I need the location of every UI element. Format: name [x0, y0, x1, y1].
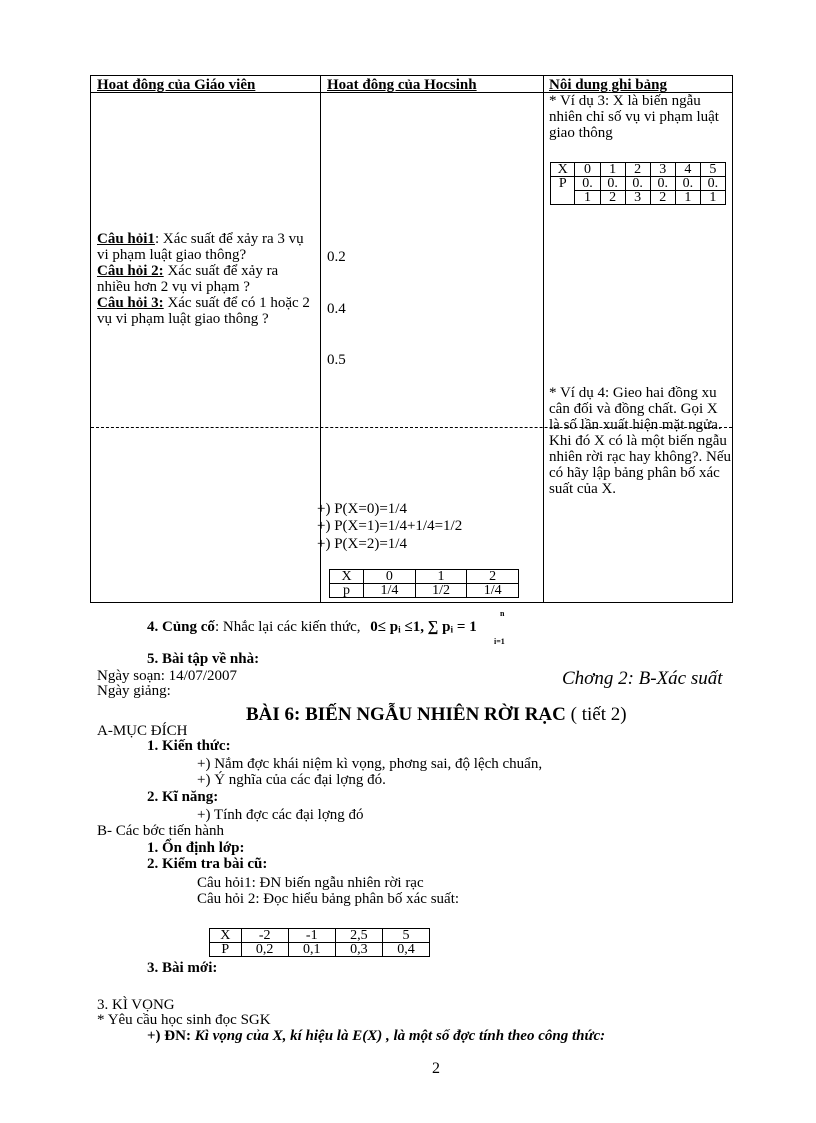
prob-x0: +) P(X=0)=1/4 — [317, 501, 407, 517]
table-cell: -1 — [288, 929, 335, 943]
table-cell: 4 — [675, 163, 700, 177]
definition-line — [147, 1029, 605, 1045]
table-cell: 0. — [650, 177, 675, 191]
definition-label: +) ĐN: — [147, 1028, 191, 1044]
teacher-questions — [97, 231, 312, 327]
header-teacher: Hoat đông của Giáo viên — [97, 77, 256, 93]
consolidate-formula: 0≤ pᵢ ≤1, ∑ pᵢ = 1 — [370, 619, 477, 635]
q3-label: Câu hỏi 3: — [97, 295, 164, 311]
q1-label: Câu hỏi1 — [97, 231, 155, 247]
lesson-title: BÀI 6: BIẾN NGẪU NHIÊN RỜI RẠC — [246, 704, 566, 725]
table-cell: 1 — [575, 191, 600, 205]
table-cell: 1/4 — [467, 584, 519, 598]
table-cell: 1 — [700, 191, 725, 205]
expectation-title: 3. KÌ VỌNG — [97, 997, 175, 1013]
table-cell: 2 — [625, 163, 650, 177]
table-row — [551, 191, 726, 205]
definition-text: Kì vọng của X, kí hiệu là E(X) , là một số đợc tính theo công thức: — [190, 1028, 606, 1044]
table-cell: 0,1 — [288, 943, 335, 957]
table-cell: 0. — [625, 177, 650, 191]
table-cell: p — [330, 584, 364, 598]
lesson-title-line — [246, 705, 627, 725]
stable-heading: 1. Ổn định lớp: — [147, 840, 245, 856]
table-cell: P — [551, 177, 575, 205]
answer-2: 0.4 — [327, 301, 346, 317]
new-lesson-heading: 3. Bài mới: — [147, 960, 218, 976]
table-cell: -2 — [241, 929, 288, 943]
page-number: 2 — [432, 1060, 440, 1077]
example-3-table — [550, 162, 726, 205]
homework-heading: 5. Bài tập về nhà: — [147, 651, 260, 667]
table-row — [210, 943, 430, 957]
check-question-2: Câu hỏi 2: Đọc hiểu bảng phân bố xác suất: — [197, 891, 460, 907]
chapter-label: Chơng 2: B-Xác suất — [562, 668, 723, 689]
table-cell: 0 — [575, 163, 600, 177]
table-cell: X — [330, 570, 364, 584]
skills-item-1: +) Tính đợc các đại lợng đó — [197, 807, 364, 823]
example-4: * Ví dụ 4: Gieo hai đồng xu cân đối và đồng chất. Gọi X là số lần xuất hiện mặt ngửa. Khi đó X có là một biến ngẫu nhiên rời rạc hay không?. Nếu có hãy lập bảng phân bố xác suất của X. — [549, 385, 732, 497]
table-cell: 1/2 — [415, 584, 467, 598]
check-question-1: Câu hỏi1: ĐN biến ngẫu nhiên rời rạc — [197, 875, 424, 891]
section-a: A-MỤC ĐÍCH — [97, 723, 188, 739]
date-taught: Ngày giảng: — [97, 683, 171, 699]
check-distribution-table — [209, 928, 430, 957]
table-cell: 3 — [625, 191, 650, 205]
date-prepared: Ngày soạn: 14/07/2007 — [97, 668, 237, 684]
knowledge-item-2: +) Ý nghĩa của các đại lợng đó. — [197, 772, 386, 788]
table-row — [210, 929, 430, 943]
header-student: Hoat đông của Hocsinh — [327, 77, 477, 93]
table-cell: 0. — [675, 177, 700, 191]
table-row — [330, 570, 519, 584]
table-cell: 1 — [415, 570, 467, 584]
table-cell: 5 — [700, 163, 725, 177]
table-cell: X — [551, 163, 575, 177]
table-cell: X — [210, 929, 242, 943]
q2-label: Câu hỏi 2: — [97, 263, 164, 279]
table-cell: 3 — [650, 163, 675, 177]
table-cell: 0,4 — [382, 943, 429, 957]
expectation-requirement: * Yêu cầu học sinh đọc SGK — [97, 1012, 271, 1028]
student-distribution-table — [329, 569, 519, 598]
table-cell: 2 — [600, 191, 625, 205]
table-cell: P — [210, 943, 242, 957]
table-cell: 1 — [675, 191, 700, 205]
consolidate-text: : Nhắc lại các kiến thức, — [214, 619, 361, 635]
q2-text: Xác suất để xảy ra nhiều hơn 2 vụ vi phạm ? — [97, 263, 279, 295]
knowledge-item-1: +) Nắm đợc khái niệm kì vọng, phơng sai, độ lệch chuẩn, — [197, 756, 543, 772]
header-board: Nôi dung ghi bảng — [549, 77, 667, 93]
prob-x1: +) P(X=1)=1/4+1/4=1/2 — [317, 518, 463, 534]
answer-3: 0.5 — [327, 352, 346, 368]
sum-lower: i=1 — [494, 637, 505, 646]
table-cell: 2 — [467, 570, 519, 584]
table-cell: 1/4 — [364, 584, 416, 598]
section-b: B- Các bớc tiến hành — [97, 823, 225, 839]
q3-text: Xác suất để có 1 hoặc 2 vụ vi phạm luật giao thông ? — [97, 295, 310, 327]
table-cell: 5 — [382, 929, 429, 943]
consolidate-label: 4. Củng cố — [147, 619, 215, 635]
skills-heading: 2. Kĩ năng: — [147, 789, 219, 805]
table-cell: 0,3 — [335, 943, 382, 957]
check-heading: 2. Kiểm tra bài cũ: — [147, 856, 268, 872]
table-cell: 2,5 — [335, 929, 382, 943]
column-divider — [543, 76, 544, 602]
lesson-part: ( tiết 2) — [565, 704, 627, 725]
table-row — [551, 163, 726, 177]
consolidate-line — [147, 620, 477, 636]
table-cell: 1 — [600, 163, 625, 177]
table-cell: 0. — [575, 177, 600, 191]
q1-text: : Xác suất để xảy ra 3 vụ vi phạm luật giao thông? — [97, 231, 304, 263]
table-cell: 0 — [364, 570, 416, 584]
knowledge-heading: 1. Kiến thức: — [147, 738, 231, 754]
table-row — [551, 177, 726, 191]
sum-upper: n — [500, 609, 505, 618]
prob-x2: +) P(X=2)=1/4 — [317, 536, 407, 552]
lesson-table — [90, 75, 733, 603]
answer-1: 0.2 — [327, 249, 346, 265]
table-cell: 0,2 — [241, 943, 288, 957]
table-cell: 2 — [650, 191, 675, 205]
table-row — [330, 584, 519, 598]
table-cell: 0. — [700, 177, 725, 191]
example-3: * Ví dụ 3: X là biến ngẫu nhiên chỉ số vụ vi phạm luật giao thông — [549, 93, 719, 141]
table-cell: 0. — [600, 177, 625, 191]
